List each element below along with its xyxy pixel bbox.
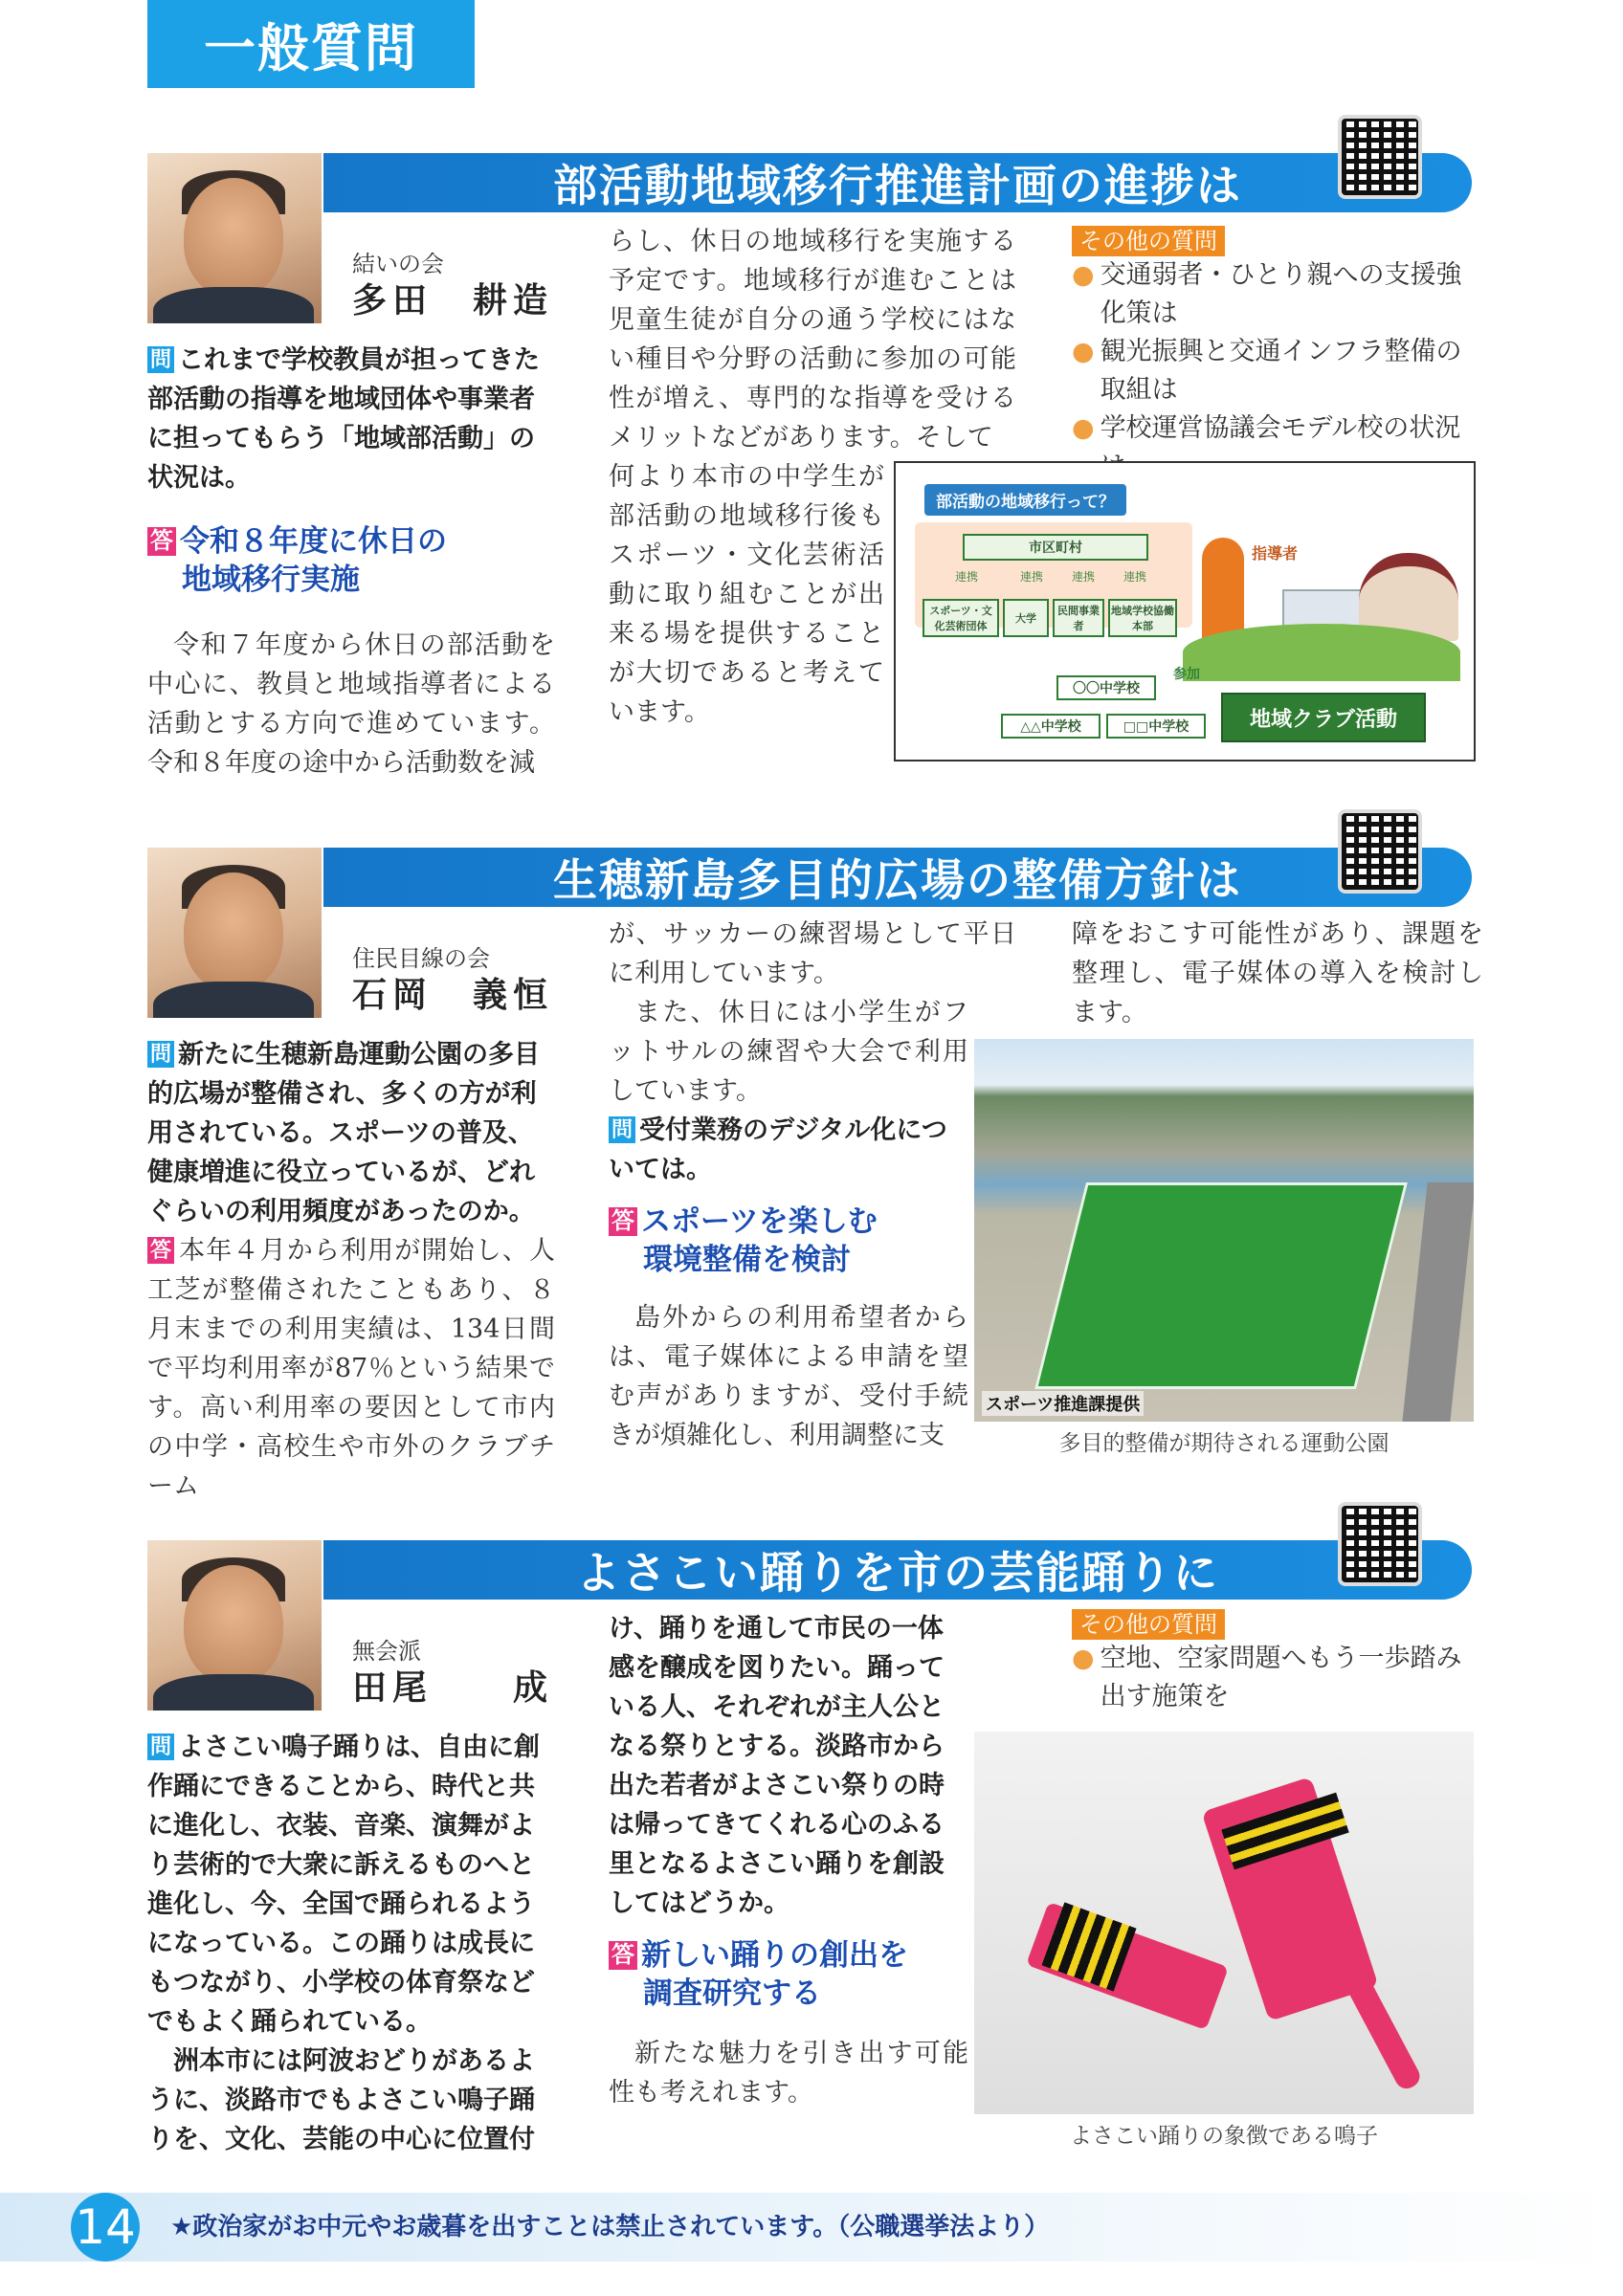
q3-party: 無会派 bbox=[352, 1638, 421, 1665]
q2-column-2 bbox=[609, 915, 1016, 1455]
q2-question: 問 新たに生穂新島運動公園の多目的広場が整備され、多くの方が利用されている。スポーツの普及、健康増進に役立っているが、どれぐらいの利用頻度があったのか。 bbox=[147, 1040, 541, 1225]
q2-title: 生穂新島多目的広場の整備方針は bbox=[553, 854, 1242, 906]
q1-other-questions bbox=[1072, 226, 1483, 486]
diagram-leader: 指導者 bbox=[1252, 544, 1299, 563]
q3-title: よさこい踊りを市の芸能踊りに bbox=[576, 1547, 1219, 1599]
q1-answer-text-end: 何より本市の中学生が部活動の地域移行後もスポーツ・文化芸術活動に取り組むことが出来る場を提供することが大切であると考えています。 bbox=[609, 462, 884, 727]
q3-question: 問 よさこい鳴子踊りは、自由に創作踊にできることから、時代と共に進化し、衣装、音楽、演舞がより芸術的で大衆に訴えるものへと進化し、今、全国で踊られるようになっている。この踊りは成長にもつながり、小学校の体育祭などでもよく踊られている。 bbox=[147, 1733, 541, 2036]
other-question-item: ● 交通弱者・ひとり親への支援強化策は bbox=[1072, 260, 1462, 328]
q1-answer-text: 令和７年度から休日の部活動を中心に、教員と地域指導者による活動とする方向で進めています。令和８年度の途中から活動数を減 bbox=[147, 630, 555, 778]
other-question-item: ● 学校運営協議会モデル校の状況 bbox=[1072, 413, 1461, 443]
diagram-school: 〇〇中学校 bbox=[1056, 675, 1156, 700]
q2-answer: 答 本年４月から利用が開始し、人工芝が整備されたこともあり、８月末までの利用実績は、134日間で平均利用率が87％という結果です。高い利用率の要因として市内の中学・高校生や市外のクラブチーム bbox=[147, 1236, 555, 1501]
q3-column-2 bbox=[609, 1609, 968, 2112]
q2-answer-heading: 答 スポーツを楽しむ 環境整備を検討 bbox=[609, 1203, 1016, 1279]
q3-question-cont: 洲本市には阿波おどりがあるように、淡路市でもよさこい鳴子踊りを、文化、芸能の中心に位置付 bbox=[147, 2046, 535, 2153]
diagram-city: 市区町村 bbox=[963, 534, 1148, 561]
q2-party: 住民目線の会 bbox=[352, 945, 490, 972]
q2-question-2: 問 受付業務のデジタル化については。 bbox=[609, 1115, 947, 1183]
diagram-school: □□中学校 bbox=[1106, 714, 1206, 739]
diagram-org-box: 大学 bbox=[1003, 599, 1049, 637]
diagram-title: 部活動の地域移行って？ bbox=[924, 484, 1126, 516]
answer-mark: 答 bbox=[147, 1237, 174, 1264]
q3-answer-heading: 答 新しい踊りの創出を 調査研究する bbox=[609, 1936, 968, 2013]
q3-question-end: け、踊りを通して市民の一体感を醸成を図りたい。踊っている人、それぞれが主人公となる祭りとする。淡路市から出た若者がよさこい祭りの時は帰ってきてくれる心のふる里となるよさこい踊りを創設してはどうか。 bbox=[609, 1614, 945, 1917]
q1-title: 部活動地域移行推進計画の進捗は bbox=[553, 160, 1242, 211]
q2-answer-text-cont: が、サッカーの練習場として平日に利用しています。 bbox=[609, 919, 1016, 988]
q1-party: 結いの会 bbox=[352, 251, 444, 277]
diagram-link: 連携 bbox=[955, 570, 979, 584]
q2-member-name: 石岡 義恒 bbox=[352, 976, 554, 1015]
q2-answer-text-digital: 島外からの利用希望者からは、電子媒体による申請を望む声がありますが、受付手続きが煩雑化し、利用調整に支 bbox=[609, 1303, 968, 1450]
q2-title-banner bbox=[323, 848, 1472, 907]
q1-title-banner bbox=[323, 153, 1472, 212]
diagram-green-hill bbox=[1183, 624, 1460, 681]
question-mark: 問 bbox=[147, 346, 174, 373]
answer-mark: 答 bbox=[609, 1207, 637, 1236]
naruko-photo-caption: よさこい踊りの象徴である鳴子 bbox=[1070, 2124, 1378, 2149]
q1-question: 問 これまで学校教員が担ってきた部活動の指導を地域団体や事業者に担ってもらう「地域部活動」の状況は。 bbox=[147, 345, 541, 492]
club-transition-diagram bbox=[894, 461, 1476, 762]
diagram-link: 連携 bbox=[1072, 570, 1096, 584]
q2-answer-text-end: 障をおこす可能性があり、課題を整理し、電子媒体の導入を検討します。 bbox=[1072, 919, 1483, 1027]
q1-column-1 bbox=[147, 341, 555, 783]
diagram-org-box: スポーツ・文化芸術団体 bbox=[923, 599, 999, 637]
diagram-link: 連携 bbox=[1123, 570, 1147, 584]
section-tag: 一般質問 bbox=[147, 0, 475, 88]
soccer-field bbox=[1034, 1182, 1408, 1389]
naruko-photo bbox=[974, 1732, 1474, 2114]
other-questions-tag: その他の質問 bbox=[1072, 226, 1225, 256]
naruko-handle bbox=[1334, 1954, 1423, 2093]
diagram-club: 地域クラブ活動 bbox=[1221, 693, 1426, 742]
q1-member-name: 多田 耕造 bbox=[352, 281, 554, 320]
diagram-join: 参加 bbox=[1173, 667, 1200, 682]
park-photo-caption: 多目的整備が期待される運動公園 bbox=[1058, 1431, 1390, 1456]
answer-mark: 答 bbox=[609, 1941, 637, 1970]
diagram-school: △△中学校 bbox=[1001, 714, 1101, 739]
q3-member-name: 田尾 成 bbox=[352, 1668, 554, 1708]
question-mark: 問 bbox=[147, 1041, 174, 1068]
answer-mark: 答 bbox=[147, 527, 176, 556]
q1-answer-heading: 答 令和８年度に休日の 地域移行実施 bbox=[147, 522, 555, 599]
page-number: 14 bbox=[71, 2193, 140, 2262]
q3-title-banner bbox=[323, 1540, 1472, 1600]
qr-code-icon[interactable] bbox=[1338, 809, 1422, 894]
q1-answer-text-cont: らし、休日の地域移行を実施する予定です。地域移行が進むことは児童生徒が自分の通う学校にはない種目や分野の活動に参加の可能性が増え、専門的な指導を受けるメリットなどがあります。そして bbox=[609, 227, 1016, 453]
other-question-item: ● 空地、空家問題へもう一歩踏み出す施策を bbox=[1072, 1644, 1462, 1711]
q3-other-questions bbox=[1072, 1609, 1483, 1716]
other-questions-tag: その他の質問 bbox=[1072, 1609, 1225, 1640]
diagram-org-box: 地域学校協働本部 bbox=[1108, 599, 1177, 637]
photo-credit: スポーツ推進課提供 bbox=[982, 1391, 1144, 1416]
q2-column-3 bbox=[1072, 915, 1483, 1032]
other-question-item: ● 観光振興と交通インフラ整備の取組は bbox=[1072, 337, 1462, 405]
diagram-link: 連携 bbox=[1020, 570, 1044, 584]
q2-column-1 bbox=[147, 1035, 555, 1506]
q3-member-photo bbox=[147, 1540, 322, 1711]
q3-column-1 bbox=[147, 1728, 555, 2159]
footer-notice: ★政治家がお中元やお歳暮を出すことは禁止されています。（公職選挙法より） bbox=[170, 2213, 1050, 2241]
qr-code-icon[interactable] bbox=[1338, 115, 1422, 199]
question-mark: 問 bbox=[147, 1733, 174, 1760]
q2-member-photo bbox=[147, 848, 322, 1018]
diagram-org-box: 民間事業者 bbox=[1053, 599, 1104, 637]
q3-answer-text: 新たな魅力を引き出す可能性も考えれます。 bbox=[609, 2039, 968, 2108]
qr-code-icon[interactable] bbox=[1338, 1502, 1422, 1586]
park-aerial-photo bbox=[974, 1039, 1474, 1422]
q2-answer-text-weekend: また、休日には小学生がフットサルの練習や大会で利用しています。 bbox=[609, 998, 968, 1106]
road bbox=[1401, 1182, 1474, 1422]
q1-member-photo bbox=[147, 153, 322, 323]
question-mark: 問 bbox=[609, 1116, 635, 1143]
